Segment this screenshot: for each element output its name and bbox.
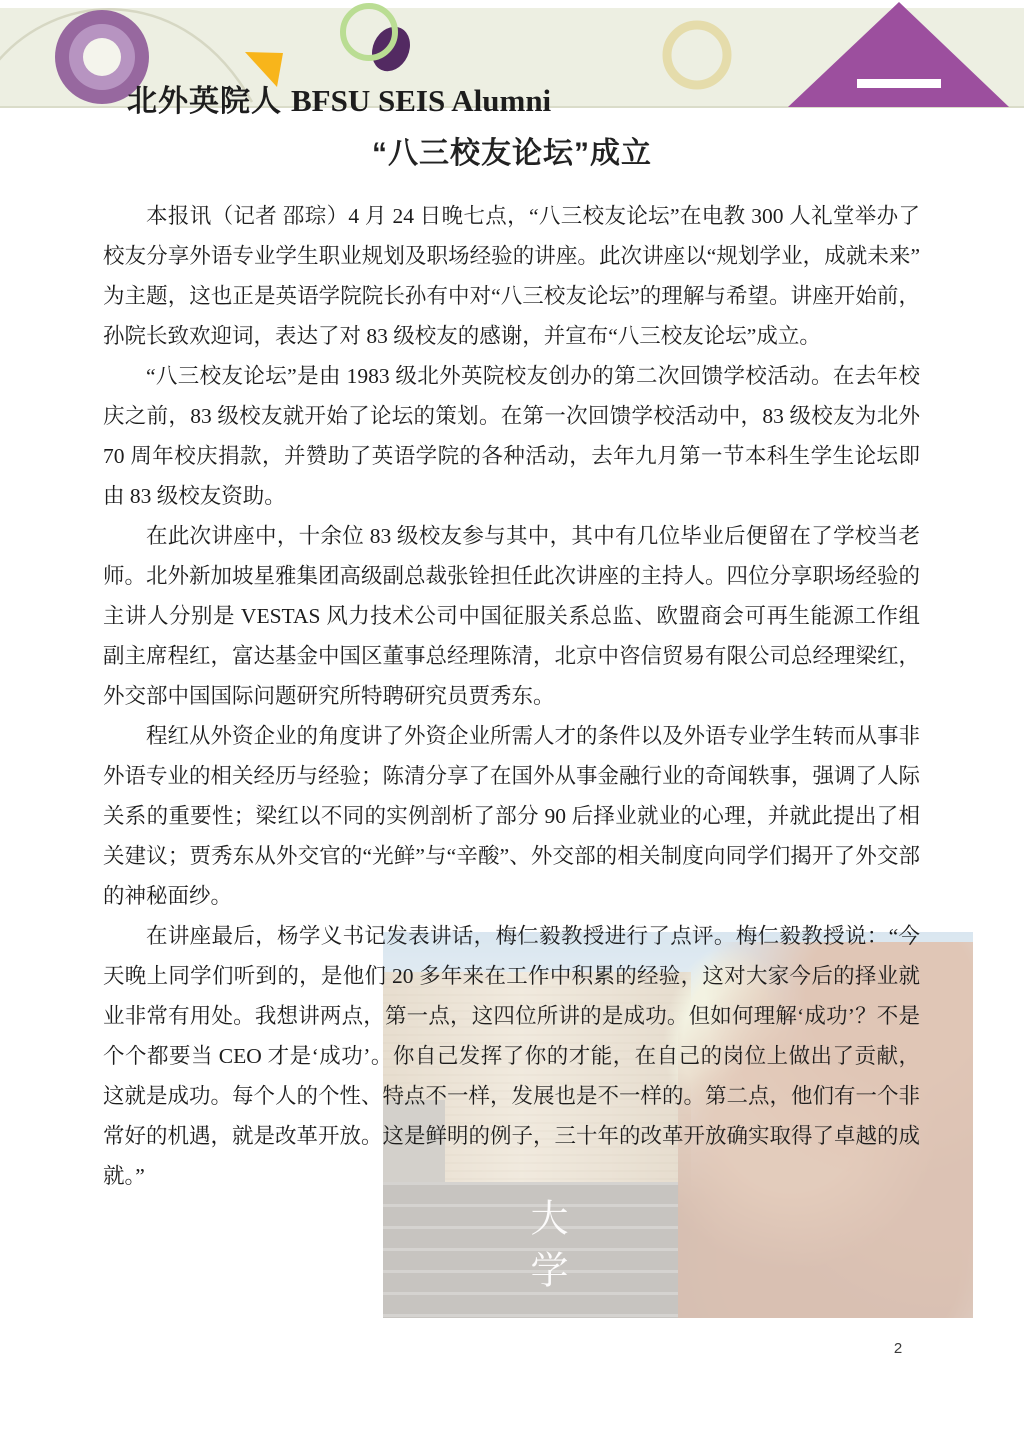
- masthead-title-cn: 北外英院人: [127, 85, 282, 118]
- page-number: 2: [893, 1340, 903, 1357]
- photo-building-inscription: 大学: [524, 1198, 566, 1302]
- paragraph-1: 本报讯（记者 邵琮）4 月 24 日晚七点，“八三校友论坛”在电教 300 人礼堂举办了校友分享外语专业学生职业规划及职场经验的讲座。此次讲座以“规划学业，成就未来”为主题，这也正是英语学院院长孙有中对“八三校友论坛”的理解与希望。讲座开始前，孙院长致欢迎词，表达了对 83 级校友的感谢，并宣布“八三校友论坛”成立。: [103, 204, 920, 348]
- triangle-dash-icon: [857, 79, 941, 88]
- paragraph-5: 在讲座最后，杨学义书记发表讲话，梅仁毅教授进行了点评。梅仁毅教授说：“今天晚上同学们听到的，是他们 20 多年来在工作中积累的经验，这对大家今后的择业就业非常有用处。我想讲两点，第一点，这四位所讲的是成功。但如何理解‘成功’？不是个个都要当 CEO 才是‘成功’。你自己发挥了你的才能，在自己的岗位上做出了贡献，这就是成功。每个人的个性、特点不一样，发展也是不一样的。第二点，他们有一个非常好的机遇，就是改革开放。这是鲜明的例子，三十年的改革开放确实取得了卓越的成就。”: [103, 924, 921, 1188]
- masthead: [127, 76, 551, 120]
- paragraph-2: “八三校友论坛”是由 1983 级北外英院校友创办的第二次回馈学校活动。在去年校庆之前，83 级校友就开始了论坛的策划。在第一次回馈学校活动中，83 级校友为北外 70 周年校庆捐款，并赞助了英语学院的各种活动，去年九月第一节本科生学生论坛即由 83 级校友资助。: [103, 364, 920, 508]
- paragraph-3: 在此次讲座中，十余位 83 级校友参与其中，其中有几位毕业后便留在了学校当老师。北外新加坡星雅集团高级副总裁张铨担任此次讲座的主持人。四位分享职场经验的主讲人分别是 VESTAS 风力技术公司中国征服关系总监、欧盟商会可再生能源工作组副主席程红，富达基金中国区董事总经理陈清，北京中咨信贸易有限公司总经理梁红，外交部中国国际问题研究所特聘研究员贾秀东。: [103, 524, 921, 708]
- article-title: “八三校友论坛”成立: [372, 137, 652, 170]
- article-body: [103, 196, 920, 1196]
- donut-hole: [83, 38, 121, 76]
- paragraph-4: 程红从外资企业的角度讲了外资企业所需人才的条件以及外语专业学生转而从事非外语专业的相关经历与经验；陈清分享了在国外从事金融行业的奇闻轶事，强调了人际关系的重要性；梁红以不同的实例剖析了部分 90 后择业就业的心理，并就此提出了相关建议；贾秀东从外交官的“光鲜”与“辛酸”、外交部的相关制度向同学们揭开了外交部的神秘面纱。: [103, 724, 921, 908]
- masthead-title-en: BFSU SEIS Alumni: [291, 83, 552, 118]
